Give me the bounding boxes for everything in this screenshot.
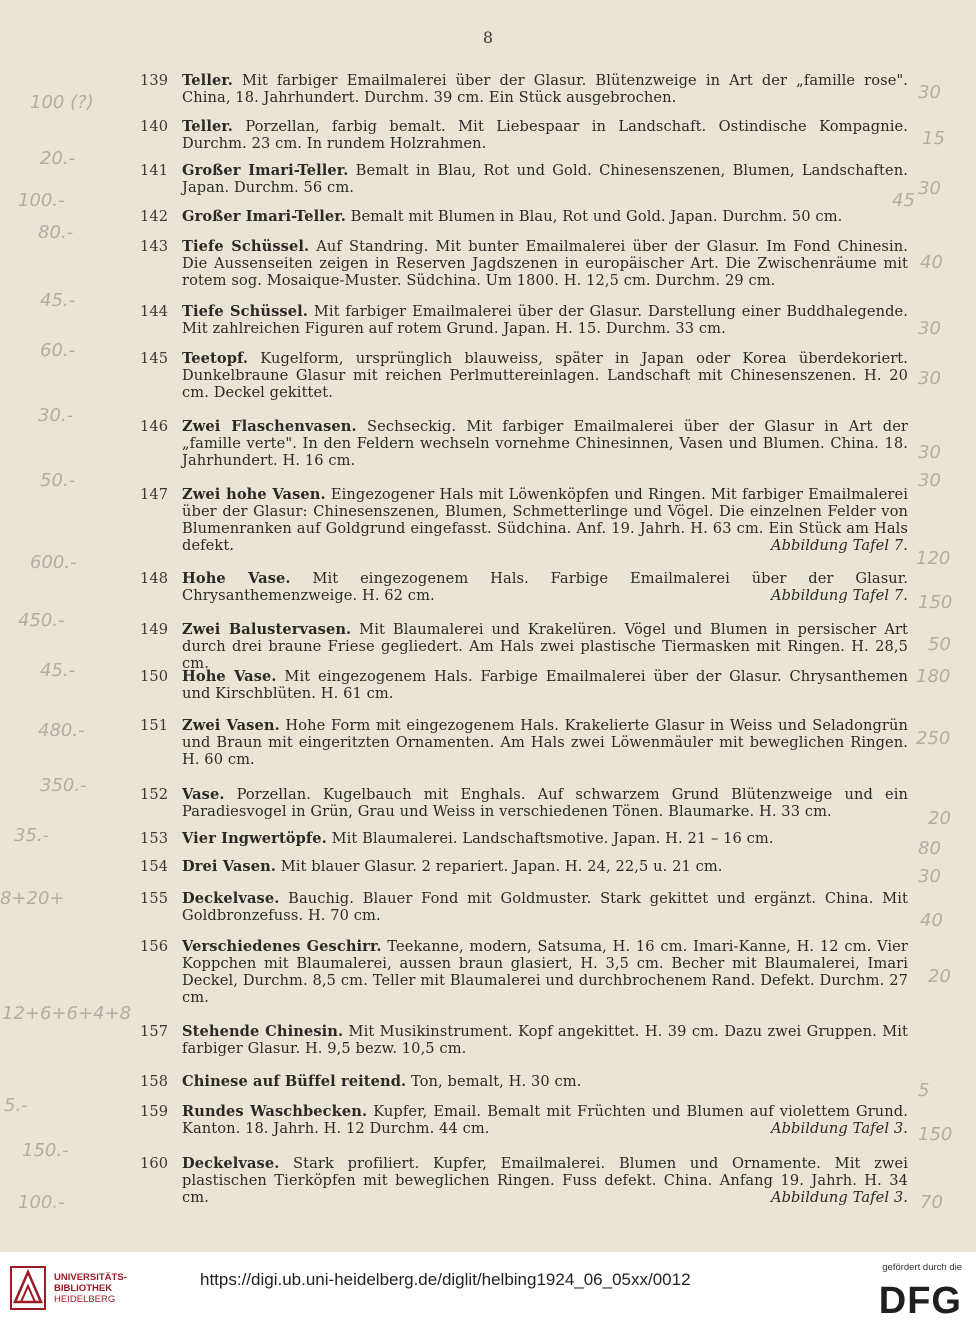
lot-number: 159	[140, 1103, 169, 1120]
pencil-note-right: 30	[918, 866, 941, 887]
plate-reference: Abbildung Tafel 3.	[770, 1120, 908, 1137]
lot-title: Rundes Waschbecken.	[182, 1103, 368, 1120]
lot-number: 139	[140, 72, 169, 89]
pencil-note-right: 45	[892, 190, 915, 211]
pencil-note-right: 180	[916, 666, 951, 687]
funded-by-label: gefördert durch die	[882, 1262, 962, 1273]
lot-description: Mit farbiger Emailmalerei über der Glasur. Blütenzweige in Art der „famille rose". China, 18. Jahrhundert. Durchm. 39 cm. Ein Stück ausgebrochen.	[182, 72, 908, 106]
pencil-note-left: 30.-	[38, 405, 74, 426]
entry-body	[182, 1073, 908, 1090]
lot-number: 145	[140, 350, 169, 367]
lot-title: Drei Vasen.	[182, 858, 276, 875]
lot-description: Stark profiliert. Kupfer, Emailmalerei. Blumen und Ornamente. Mit zwei plastischen Tierköpfen mit beweglichen Ringen. Fuss defekt. China. Anfang 19. Jahrh. H. 34 cm.	[182, 1155, 908, 1206]
catalog-entry	[140, 1023, 908, 1057]
lot-number: 155	[140, 890, 169, 907]
pencil-note-left: 80.-	[38, 222, 74, 243]
lot-number: 146	[140, 418, 169, 435]
catalog-entry	[140, 1155, 908, 1206]
lot-number: 142	[140, 208, 169, 225]
pencil-note-right: 15	[922, 128, 945, 149]
lot-number: 149	[140, 621, 169, 638]
plate-reference: Abbildung Tafel 7.	[770, 537, 908, 554]
lot-description: Kugelform, ursprünglich blauweiss, später in Japan oder Korea überdekoriert. Dunkelbraune Glasur mit reichen Perlmuttereinlagen. Landschaft mit Chinesenszenen. H. 20 cm. Deckel gekittet.	[182, 350, 908, 401]
catalog-entry	[140, 303, 908, 337]
pencil-note-left: 350.-	[40, 775, 87, 796]
lot-title: Vase.	[182, 786, 225, 803]
lot-number: 160	[140, 1155, 169, 1172]
lot-description: Bemalt in Blau, Rot und Gold. Chinesenszenen, Blumen, Landschaften. Japan. Durchm. 56 cm.	[182, 162, 908, 196]
catalog-entry	[140, 1103, 908, 1137]
pencil-note-right: 20	[928, 808, 951, 829]
pencil-note-left: 600.-	[30, 552, 77, 573]
pencil-note-left: 5.-	[4, 1095, 28, 1116]
entry-body	[182, 830, 908, 847]
entry-body	[182, 486, 908, 554]
lot-description: Porzellan. Kugelbauch mit Enghals. Auf schwarzem Grund Blütenzweige und ein Paradiesvogel in Grün, Grau und Weiss in verschiedenen Tönen. Blaumarke. H. 33 cm.	[182, 786, 908, 820]
entry-body	[182, 118, 908, 152]
lot-number: 157	[140, 1023, 169, 1040]
page-number: 8	[482, 28, 494, 47]
lot-title: Zwei Flaschenvasen.	[182, 418, 357, 435]
lot-description: Auf Standring. Mit bunter Emailmalerei über der Glasur. Im Fond Chinesin. Die Aussenseiten zeigen in Reserven Jagdszenen in europäischer Art. Die Zwischenräume mit rotem sog. Mosaique-Muster. Südchina. Um 1800. H. 12,5 cm. Durchm. 29 cm.	[182, 238, 908, 289]
catalog-entry	[140, 162, 908, 196]
catalog-entry	[140, 486, 908, 554]
lot-description: Sechseckig. Mit farbiger Emailmalerei über der Glasur in Art der „famille verte". In den Feldern wechseln vornehme Chinesinnen, Vasen und Blumen. China. 18. Jahrhundert. H. 16 cm.	[182, 418, 909, 469]
lot-description: Bemalt mit Blumen in Blau, Rot und Gold. Japan. Durchm. 50 cm.	[345, 208, 843, 225]
pencil-note-right: 150	[918, 1124, 953, 1145]
lot-title: Hohe Vase.	[182, 668, 277, 685]
pencil-note-right: 30	[918, 442, 941, 463]
pencil-note-left: 100.-	[18, 190, 65, 211]
lot-title: Stehende Chinesin.	[182, 1023, 344, 1040]
lot-title: Großer Imari-Teller.	[182, 208, 346, 225]
entry-body	[182, 162, 908, 196]
lot-number: 152	[140, 786, 169, 803]
pencil-note-left: 8+20+	[0, 888, 65, 909]
entry-body	[182, 717, 908, 768]
pencil-note-right: 20	[928, 966, 951, 987]
institution-name	[54, 1272, 127, 1305]
lot-description: Teekanne, modern, Satsuma, H. 16 cm. Imari-Kanne, H. 12 cm. Vier Koppchen mit Blaumalerei, aussen braun glasiert, H. 3,5 cm. Becher mit Blaumalerei, Imari Deckel, Durchm. 8,5 cm. Teller mit Blaumalerei und durchbrochenem Rand. Defekt. Durchm. 27 cm.	[182, 938, 908, 1006]
entry-body	[182, 570, 908, 604]
lot-title: Teller.	[182, 72, 233, 89]
pencil-note-left: 100.-	[18, 1192, 65, 1213]
entry-body	[182, 350, 908, 401]
lot-description: Bauchig. Blauer Fond mit Goldmuster. Stark gekittet und ergänzt. China. Mit Goldbronzefuss. H. 70 cm.	[182, 890, 908, 924]
viewer-footer	[0, 1252, 976, 1325]
lot-number: 154	[140, 858, 169, 875]
pencil-note-left: 450.-	[18, 610, 65, 631]
lot-title: Vier Ingwertöpfe.	[182, 830, 327, 847]
pencil-note-left: 35.-	[14, 825, 50, 846]
lot-number: 150	[140, 668, 169, 685]
lot-description: Mit eingezogenem Hals. Farbige Emailmalerei über der Glasur. Chrysanthemenzweige. H. 62 cm.	[182, 570, 908, 604]
lot-description: Ton, bemalt, H. 30 cm.	[406, 1073, 582, 1090]
pencil-note-right: 30	[918, 82, 941, 103]
lot-description: Mit blauer Glasur. 2 repariert. Japan. H. 24, 22,5 u. 21 cm.	[276, 858, 723, 875]
lot-number: 148	[140, 570, 169, 587]
permalink-url[interactable]: https://digi.ub.uni-heidelberg.de/diglit/helbing1924_06_05xx/0012	[200, 1270, 691, 1289]
lot-description: Kupfer, Email. Bemalt mit Früchten und Blumen auf violettem Grund. Kanton. 18. Jahrh. H. 12 Durchm. 44 cm.	[182, 1103, 908, 1137]
lot-title: Zwei Balustervasen.	[182, 621, 352, 638]
lot-title: Chinese auf Büffel reitend.	[182, 1073, 407, 1090]
lot-title: Hohe Vase.	[182, 570, 291, 587]
lot-number: 143	[140, 238, 169, 255]
lot-description: Mit eingezogenem Hals. Farbige Emailmalerei über der Glasur. Chrysanthemen und Kirschblüten. H. 61 cm.	[182, 668, 908, 702]
plate-reference: Abbildung Tafel 3.	[770, 1189, 908, 1206]
lot-title: Teller.	[182, 118, 233, 135]
entry-body	[182, 238, 908, 289]
lot-description: Hohe Form mit eingezogenem Hals. Krakelierte Glasur in Weiss und Seladongrün und Braun mit eingeritzten Ornamenten. Am Hals zwei Löwenmäuler mit beweglichen Ringen. H. 60 cm.	[182, 717, 908, 768]
pencil-note-right: 80	[918, 838, 941, 859]
pencil-note-right: 30	[918, 470, 941, 491]
pencil-note-right: 50	[928, 634, 951, 655]
entry-body	[182, 938, 908, 1006]
entry-body	[182, 786, 908, 820]
pencil-note-right: 30	[918, 178, 941, 199]
lot-title: Zwei Vasen.	[182, 717, 280, 734]
pencil-note-right: 250	[916, 728, 951, 749]
pencil-note-left: 50.-	[40, 470, 76, 491]
pencil-note-right: 70	[920, 1192, 943, 1213]
catalog-entry	[140, 208, 908, 225]
catalog-entry	[140, 668, 908, 702]
lot-number: 147	[140, 486, 169, 503]
institution-line-2: BIBLIOTHEK	[54, 1283, 113, 1294]
pencil-note-left: 100 (?)	[30, 92, 94, 113]
catalog-entry	[140, 830, 908, 847]
lot-number: 151	[140, 717, 169, 734]
catalog-entry	[140, 118, 908, 152]
catalog-entry	[140, 570, 908, 604]
pencil-note-right: 5	[918, 1080, 930, 1101]
entry-body	[182, 72, 908, 106]
institution-line-1: UNIVERSITÄTS-	[54, 1272, 127, 1283]
lot-title: Großer Imari-Teller.	[182, 162, 349, 179]
catalog-entry	[140, 621, 908, 672]
lot-number: 156	[140, 938, 169, 955]
lot-number: 140	[140, 118, 169, 135]
pencil-note-left: 20.-	[40, 148, 76, 169]
catalog-entry	[140, 72, 908, 106]
lot-title: Teetopf.	[182, 350, 249, 367]
lot-description: Mit Blaumalerei. Landschaftsmotive. Japan. H. 21 – 16 cm.	[326, 830, 774, 847]
pencil-note-left: 45.-	[40, 290, 76, 311]
entry-body	[182, 1023, 908, 1057]
catalog-entry	[140, 717, 908, 768]
lot-number: 153	[140, 830, 169, 847]
entry-body	[182, 1103, 908, 1137]
entry-body	[182, 303, 908, 337]
lot-number: 144	[140, 303, 169, 320]
pencil-note-right: 30	[918, 368, 941, 389]
lot-title: Tiefe Schüssel.	[182, 238, 310, 255]
lot-title: Zwei hohe Vasen.	[182, 486, 326, 503]
institution-line-3: HEIDELBERG	[54, 1294, 116, 1305]
pencil-note-right: 40	[920, 910, 943, 931]
lot-title: Verschiedenes Geschirr.	[182, 938, 382, 955]
entry-body	[182, 621, 908, 672]
entry-body	[182, 668, 908, 702]
pencil-note-right: 30	[918, 318, 941, 339]
entry-body	[182, 858, 908, 875]
pencil-note-left: 45.-	[40, 660, 76, 681]
plate-reference: Abbildung Tafel 7.	[770, 587, 908, 604]
catalog-entry	[140, 1073, 908, 1090]
pencil-note-right: 40	[920, 252, 943, 273]
pencil-note-right: 150	[918, 592, 953, 613]
pencil-note-right: 120	[916, 548, 951, 569]
lot-description: Mit Blaumalerei und Krakelüren. Vögel und Blumen in persischer Art durch drei braune Friese gegliedert. Am Hals zwei plastische Tiermasken mit Ringen. H. 28,5 cm.	[182, 621, 908, 672]
pencil-note-left: 480.-	[38, 720, 85, 741]
university-logo-icon	[10, 1266, 46, 1310]
lot-description: Mit farbiger Emailmalerei über der Glasur. Darstellung einer Buddhalegende. Mit zahlreichen Figuren auf rotem Grund. Japan. H. 15. Durchm. 33 cm.	[182, 303, 908, 337]
entry-body	[182, 418, 908, 469]
entry-body	[182, 1155, 908, 1206]
lot-title: Tiefe Schüssel.	[182, 303, 308, 320]
lot-number: 158	[140, 1073, 169, 1090]
pencil-note-left: 12+6+6+4+8	[2, 1003, 132, 1024]
catalog-entry	[140, 890, 908, 924]
pencil-note-left: 150.-	[22, 1140, 69, 1161]
pencil-note-left: 60.-	[40, 340, 76, 361]
lot-title: Deckelvase.	[182, 890, 280, 907]
catalog-entry	[140, 858, 908, 875]
catalog-entry	[140, 786, 908, 820]
catalog-entry	[140, 938, 908, 1006]
lot-description: Porzellan, farbig bemalt. Mit Liebespaar in Landschaft. Ostindische Kompagnie. Durchm. 23 cm. In rundem Holzrahmen.	[182, 118, 908, 152]
entry-body	[182, 208, 908, 225]
entry-body	[182, 890, 908, 924]
dfg-logo: DFG	[878, 1280, 962, 1322]
catalog-entry	[140, 418, 908, 469]
lot-title: Deckelvase.	[182, 1155, 280, 1172]
catalog-entry	[140, 238, 908, 289]
lot-number: 141	[140, 162, 169, 179]
catalog-entry	[140, 350, 908, 401]
lot-description: Mit Musikinstrument. Kopf angekittet. H. 39 cm. Dazu zwei Gruppen. Mit farbiger Glasur. H. 9,5 bezw. 10,5 cm.	[182, 1023, 909, 1057]
lot-description: Eingezogener Hals mit Löwenköpfen und Ringen. Mit farbiger Emailmalerei über der Glasur: Chinesenszenen, Blumen, Schmetterlinge und Vögel. Die einzelnen Felder von Blumenranken auf Goldgrund eingefasst. Südchina. Anf. 19. Jahrh. H. 63 cm. Ein Stück am Hals defekt.	[182, 486, 908, 554]
